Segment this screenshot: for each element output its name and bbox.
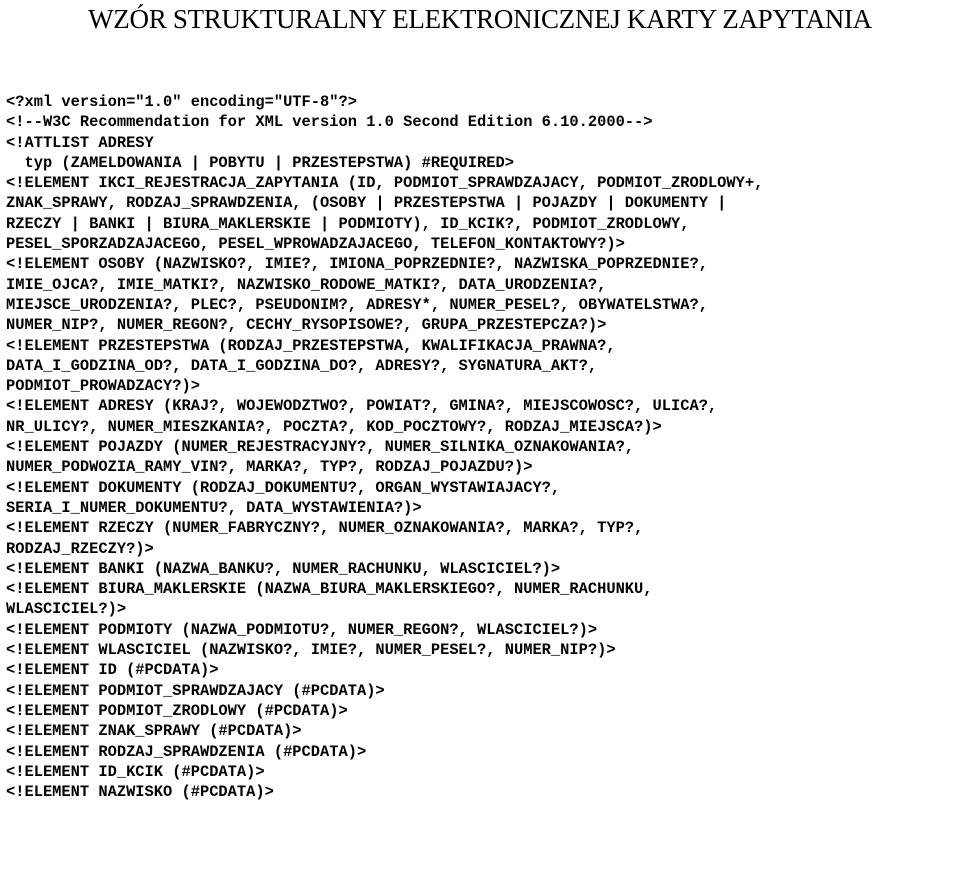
code-line: RODZAJ_RZECZY?)> bbox=[6, 539, 154, 558]
code-line: <!ELEMENT ZNAK_SPRAWY (#PCDATA)> bbox=[6, 722, 302, 741]
code-line: <!ELEMENT BANKI (NAZWA_BANKU?, NUMER_RACHUNKU, WLASCICIEL?)> bbox=[6, 559, 561, 578]
code-line: NUMER_PODWOZIA_RAMY_VIN?, MARKA?, TYP?, RODZAJ_POJAZDU?)> bbox=[6, 458, 533, 477]
code-line: DATA_I_GODZINA_OD?, DATA_I_GODZINA_DO?, ADRESY?, SYGNATURA_AKT?, bbox=[6, 356, 598, 375]
code-line: IMIE_OJCA?, IMIE_MATKI?, NAZWISKO_RODOWE_MATKI?, DATA_URODZENIA?, bbox=[6, 275, 607, 294]
code-line: <!--W3C Recommendation for XML version 1.0 Second Edition 6.10.2000--> bbox=[6, 113, 653, 132]
code-line: <?xml version="1.0" encoding="UTF-8"?> bbox=[6, 93, 357, 111]
code-line: <!ELEMENT BIURA_MAKLERSKIE (NAZWA_BIURA_MAKLERSKIEGO?, NUMER_RACHUNKU, bbox=[6, 580, 653, 599]
code-line: <!ELEMENT PODMIOTY (NAZWA_PODMIOTU?, NUMER_REGON?, WLASCICIEL?)> bbox=[6, 620, 598, 639]
code-line: <!ELEMENT NAZWISKO (#PCDATA)> bbox=[6, 783, 274, 802]
xml-dtd-listing bbox=[6, 92, 958, 802]
code-line: <!ELEMENT RODZAJ_SPRAWDZENIA (#PCDATA)> bbox=[6, 742, 367, 761]
code-line: <!ELEMENT PODMIOT_SPRAWDZAJACY (#PCDATA)> bbox=[6, 681, 385, 700]
code-line: <!ELEMENT ID (#PCDATA)> bbox=[6, 661, 219, 680]
code-line: WLASCICIEL?)> bbox=[6, 600, 127, 619]
code-line: PODMIOT_PROWADZACY?)> bbox=[6, 377, 200, 396]
code-line: ZNAK_SPRAWY, RODZAJ_SPRAWDZENIA, (OSOBY | PRZESTEPSTWA | POJAZDY | DOKUMENTY | bbox=[6, 194, 727, 213]
code-line: <!ELEMENT OSOBY (NAZWISKO?, IMIE?, IMIONA_POPRZEDNIE?, NAZWISKA_POPRZEDNIE?, bbox=[6, 255, 708, 274]
code-line: RZECZY | BANKI | BIURA_MAKLERSKIE | PODMIOTY), ID_KCIK?, PODMIOT_ZRODLOWY, bbox=[6, 214, 690, 233]
code-line: <!ELEMENT ID_KCIK (#PCDATA)> bbox=[6, 762, 265, 781]
code-line: <!ELEMENT RZECZY (NUMER_FABRYCZNY?, NUMER_OZNAKOWANIA?, MARKA?, TYP?, bbox=[6, 519, 644, 538]
code-line: <!ATTLIST ADRESY bbox=[6, 133, 154, 152]
code-line: <!ELEMENT ADRESY (KRAJ?, WOJEWODZTWO?, POWIAT?, GMINA?, MIEJSCOWOSC?, ULICA?, bbox=[6, 397, 718, 416]
code-line: NUMER_NIP?, NUMER_REGON?, CECHY_RYSOPISOWE?, GRUPA_PRZESTEPCZA?)> bbox=[6, 316, 607, 335]
document-title: WZÓR STRUKTURALNY ELEKTRONICZNEJ KARTY ZAPYTANIA bbox=[88, 4, 872, 34]
code-line: <!ELEMENT PRZESTEPSTWA (RODZAJ_PRZESTEPSTWA, KWALIFIKACJA_PRAWNA?, bbox=[6, 336, 616, 355]
code-line: <!ELEMENT PODMIOT_ZRODLOWY (#PCDATA)> bbox=[6, 701, 348, 720]
code-line: MIEJSCE_URODZENIA?, PLEC?, PSEUDONIM?, ADRESY*, NUMER_PESEL?, OBYWATELSTWA?, bbox=[6, 295, 708, 314]
code-line: <!ELEMENT WLASCICIEL (NAZWISKO?, IMIE?, NUMER_PESEL?, NUMER_NIP?)> bbox=[6, 641, 616, 660]
code-line: <!ELEMENT IKCI_REJESTRACJA_ZAPYTANIA (ID, PODMIOT_SPRAWDZAJACY, PODMIOT_ZRODLOWY+, bbox=[6, 174, 764, 193]
code-line: SERIA_I_NUMER_DOKUMENTU?, DATA_WYSTAWIENIA?)> bbox=[6, 498, 422, 517]
code-line: <!ELEMENT DOKUMENTY (RODZAJ_DOKUMENTU?, ORGAN_WYSTAWIAJACY?, bbox=[6, 478, 561, 497]
code-line: NR_ULICY?, NUMER_MIESZKANIA?, POCZTA?, KOD_POCZTOWY?, RODZAJ_MIEJSCA?)> bbox=[6, 417, 662, 436]
code-line: typ (ZAMELDOWANIA | POBYTU | PRZESTEPSTWA) #REQUIRED> bbox=[6, 153, 514, 172]
code-line: PESEL_SPORZADZAJACEGO, PESEL_WPROWADZAJACEGO, TELEFON_KONTAKTOWY?)> bbox=[6, 235, 625, 254]
code-line: <!ELEMENT POJAZDY (NUMER_REJESTRACYJNY?, NUMER_SILNIKA_OZNAKOWANIA?, bbox=[6, 438, 635, 457]
